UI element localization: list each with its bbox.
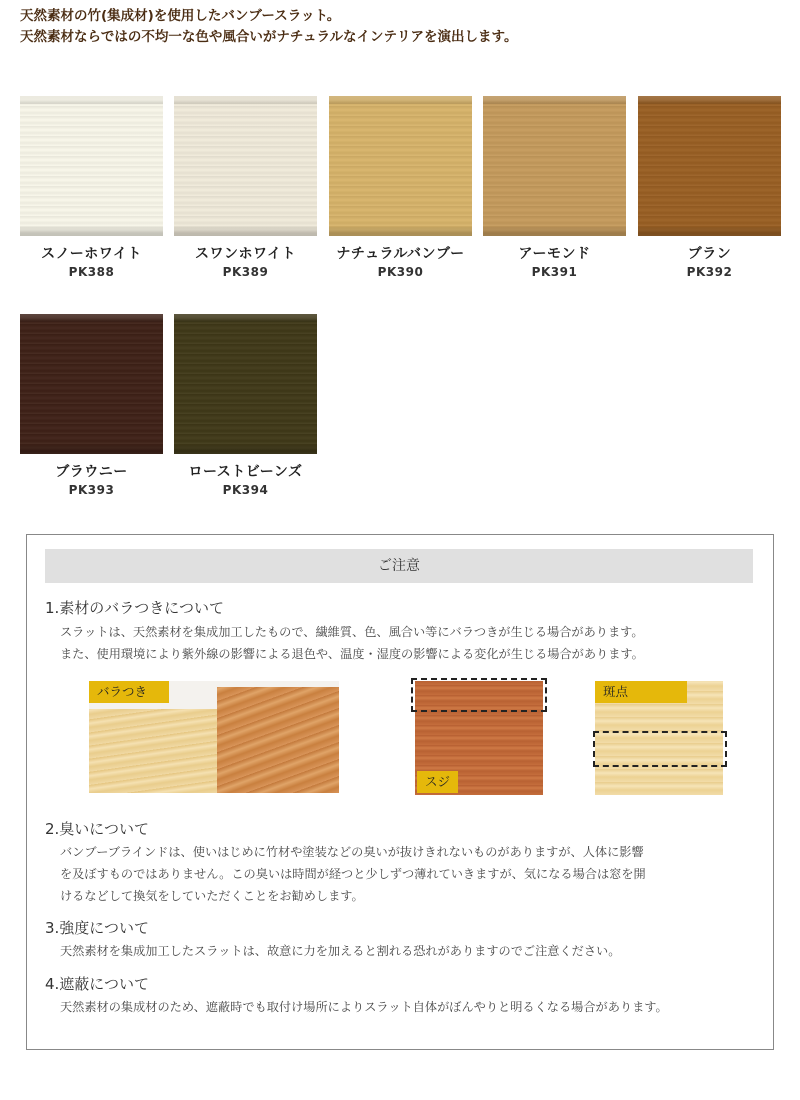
swatch-code: PK392 (686, 265, 733, 279)
body-line: けるなどして換気をしていただくことをお勧めします。 (60, 889, 364, 903)
swatch-image (329, 96, 472, 236)
swatch-code: PK393 (68, 483, 115, 497)
section-title-variation: 1.素材のバラつきについて (45, 599, 225, 617)
body-line: 天然素材の集成材のため、遮蔽時でも取付け場所によりスラット自体がぼんやりと明るくなる場合があります。 (60, 1000, 668, 1014)
section-title-odor: 2.臭いについて (45, 820, 150, 838)
swatch-code: PK389 (222, 265, 269, 279)
swatch-image (20, 314, 163, 454)
body-line: 天然素材を集成加工したスラットは、故意に力を加えると割れる恐れがありますのでご注意ください。 (60, 944, 621, 958)
section-body-strength (60, 940, 620, 962)
swatch-image (20, 96, 163, 236)
section-title-strength: 3.強度について (45, 919, 150, 937)
streak-highlight (411, 678, 547, 712)
swatch-name: ブラン (687, 246, 732, 262)
intro-line-1: 天然素材の竹(集成材)を使用したバンブースラット。 (20, 8, 341, 24)
spot-label: 斑点 (595, 681, 687, 703)
swatch-name: ローストビーンズ (188, 464, 303, 480)
swatch-pk390 (329, 96, 472, 279)
streak-label: スジ (417, 771, 458, 793)
swatch-image (174, 96, 317, 236)
section-body-variation (60, 621, 644, 665)
swatch-name: ブラウニー (55, 464, 128, 480)
variation-label: バラつき (89, 681, 169, 703)
section-body-shading (60, 996, 668, 1018)
swatch-code: PK390 (377, 265, 424, 279)
body-line: を及ぼすものではありません。この臭いは時間が経つと少しずつ薄れていきますが、気になる場合は窓を開 (60, 867, 646, 881)
swatch-code: PK388 (68, 265, 115, 279)
swatch-pk393 (20, 314, 163, 497)
swatch-pk391 (483, 96, 626, 279)
body-line: スラットは、天然素材を集成加工したもので、繊維質、色、風合い等にバラつきが生じる場合があります。 (60, 625, 644, 639)
body-line: また、使用環境により紫外線の影響による退色や、温度・湿度の影響による変化が生じる場合があります。 (60, 647, 644, 661)
intro-line-2: 天然素材ならではの不均一な色や風合いがナチュラルなインテリアを演出します。 (20, 29, 518, 45)
swatch-code: PK391 (531, 265, 578, 279)
swatch-name: スノーホワイト (41, 246, 142, 262)
section-title-shading: 4.遮蔽について (45, 975, 150, 993)
swatch-pk392 (638, 96, 781, 279)
swatch-name: アーモンド (518, 246, 591, 262)
swatch-pk389 (174, 96, 317, 279)
swatch-pk394 (174, 314, 317, 497)
section-body-odor (60, 841, 646, 907)
swatch-image (483, 96, 626, 236)
swatch-image (638, 96, 781, 236)
swatch-name: スワンホワイト (194, 246, 297, 262)
notice-box (26, 534, 774, 1050)
swatch-pk388 (20, 96, 163, 279)
notice-header: ご注意 (45, 549, 753, 583)
swatch-image (174, 314, 317, 454)
body-line: バンブーブラインドは、使いはじめに竹材や塗装などの臭いが抜けきれないものがありますが、人体に影響 (60, 845, 644, 859)
spot-highlight (593, 731, 727, 767)
swatch-name: ナチュラルバンブー (336, 246, 465, 262)
swatch-code: PK394 (222, 483, 269, 497)
intro-text (20, 6, 780, 48)
